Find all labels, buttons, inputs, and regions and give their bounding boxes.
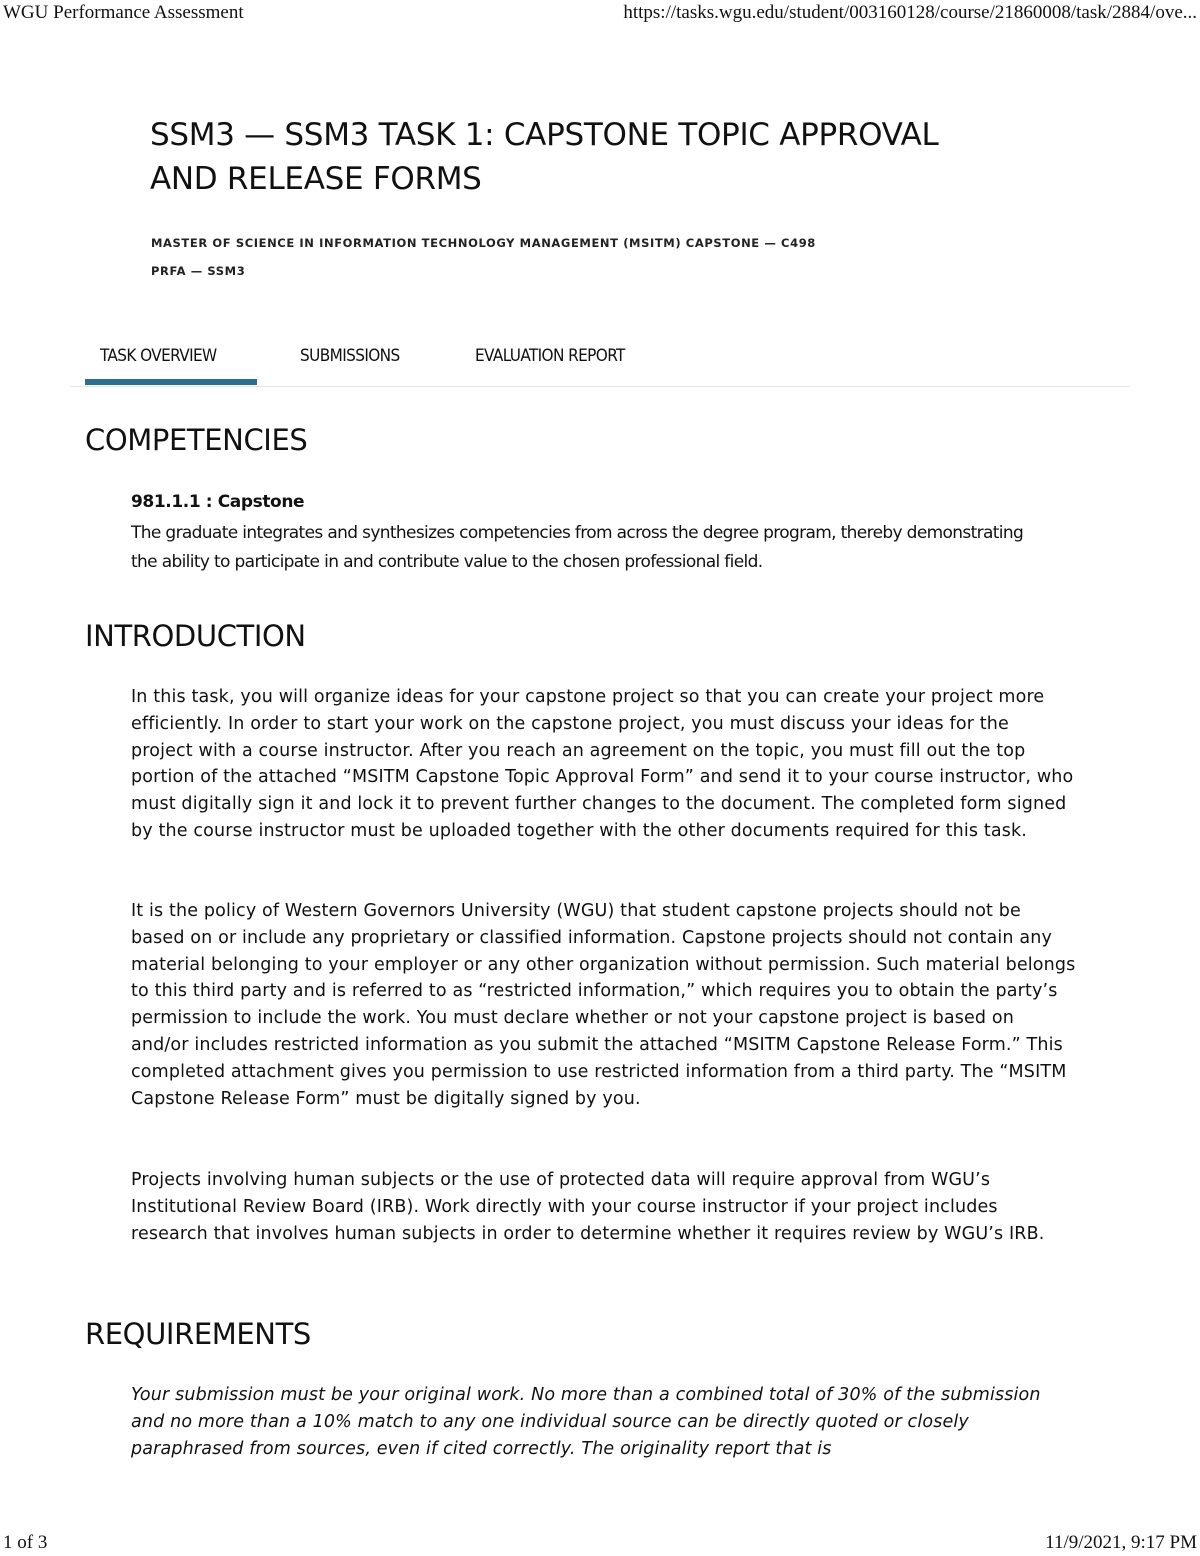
page-title (150, 113, 1070, 201)
introduction-heading: INTRODUCTION (85, 619, 306, 653)
competency-code: 981.1.1 : Capstone (131, 492, 305, 512)
introduction-paragraph: In this task, you will organize ideas for your capstone project so that you can create your project more efficiently. In order to start your work on the capstone project, you must discuss your ideas for the project with a course instructor. After you reach an agreement on the topic, you must fill out the top portion of the attached “MSITM Capstone Topic Approval Form” and send it to your course instructor, who must digitally sign it and lock it to prevent further changes to the document. The completed form signed by the course instructor must be uploaded together with the other documents required for this task. (131, 687, 1074, 841)
print-page-url: https://tasks.wgu.edu/student/003160128/course/21860008/task/2884/ove... (623, 2, 1197, 23)
introduction-paragraph: Projects involving human subjects or the use of protected data will require approval from WGU’s Institutional Review Board (IRB). Work directly with your course instructor if your project includes research that involves human subjects in order to determine whether it requires review by WGU’s IRB. (131, 1170, 1045, 1244)
tab-submissions[interactable]: SUBMISSIONS (300, 346, 400, 366)
course-name: MASTER OF SCIENCE IN INFORMATION TECHNOLOGY MANAGEMENT (MSITM) CAPSTONE — C498 (151, 236, 816, 250)
competency-description: The graduate integrates and synthesizes competencies from across the degree program, thereby demonstrating the ability to participate in and contribute value to the chosen professional field. (131, 523, 1024, 572)
page-title-line-2: AND RELEASE FORMS (150, 161, 482, 197)
print-page-number: 1 of 3 (3, 1532, 48, 1553)
tab-task-overview[interactable]: TASK OVERVIEW (100, 346, 217, 366)
active-tab-indicator (85, 379, 257, 385)
tab-evaluation-report[interactable]: EVALUATION REPORT (475, 346, 625, 366)
print-footer (0, 1530, 1200, 1556)
print-timestamp: 11/9/2021, 9:17 PM (1045, 1532, 1197, 1553)
page-title-line-1: SSM3 — SSM3 TASK 1: CAPSTONE TOPIC APPROVAL (150, 117, 939, 153)
competencies-heading: COMPETENCIES (85, 423, 308, 457)
introduction-paragraph: It is the policy of Western Governors University (WGU) that student capstone projects should not be based on or include any proprietary or classified information. Capstone projects should not contain any material belonging to your employer or any other organization without permission. Such material belongs to this third party and is referred to as “restricted information,” which requires you to obtain the party’s permission to include the work. You must declare whether or not your capstone project is based on and/or includes restricted information as you submit the attached “MSITM Capstone Release Form.” This completed attachment gives you permission to use restricted information from a third party. The “MSITM Capstone Release Form” must be digitally signed by you. (131, 901, 1076, 1109)
requirements-heading: REQUIREMENTS (85, 1317, 311, 1351)
print-header (0, 0, 1200, 26)
print-page-title: WGU Performance Assessment (3, 2, 244, 23)
tab-bar (70, 330, 1130, 387)
assessment-code: PRFA — SSM3 (151, 264, 246, 278)
requirements-intro: Your submission must be your original work. No more than a combined total of 30% of the submission and no more than a 10% match to any one individual source can be directly quoted or closely paraphrased from sources, even if cited correctly. The originality report that is (131, 1385, 1041, 1459)
